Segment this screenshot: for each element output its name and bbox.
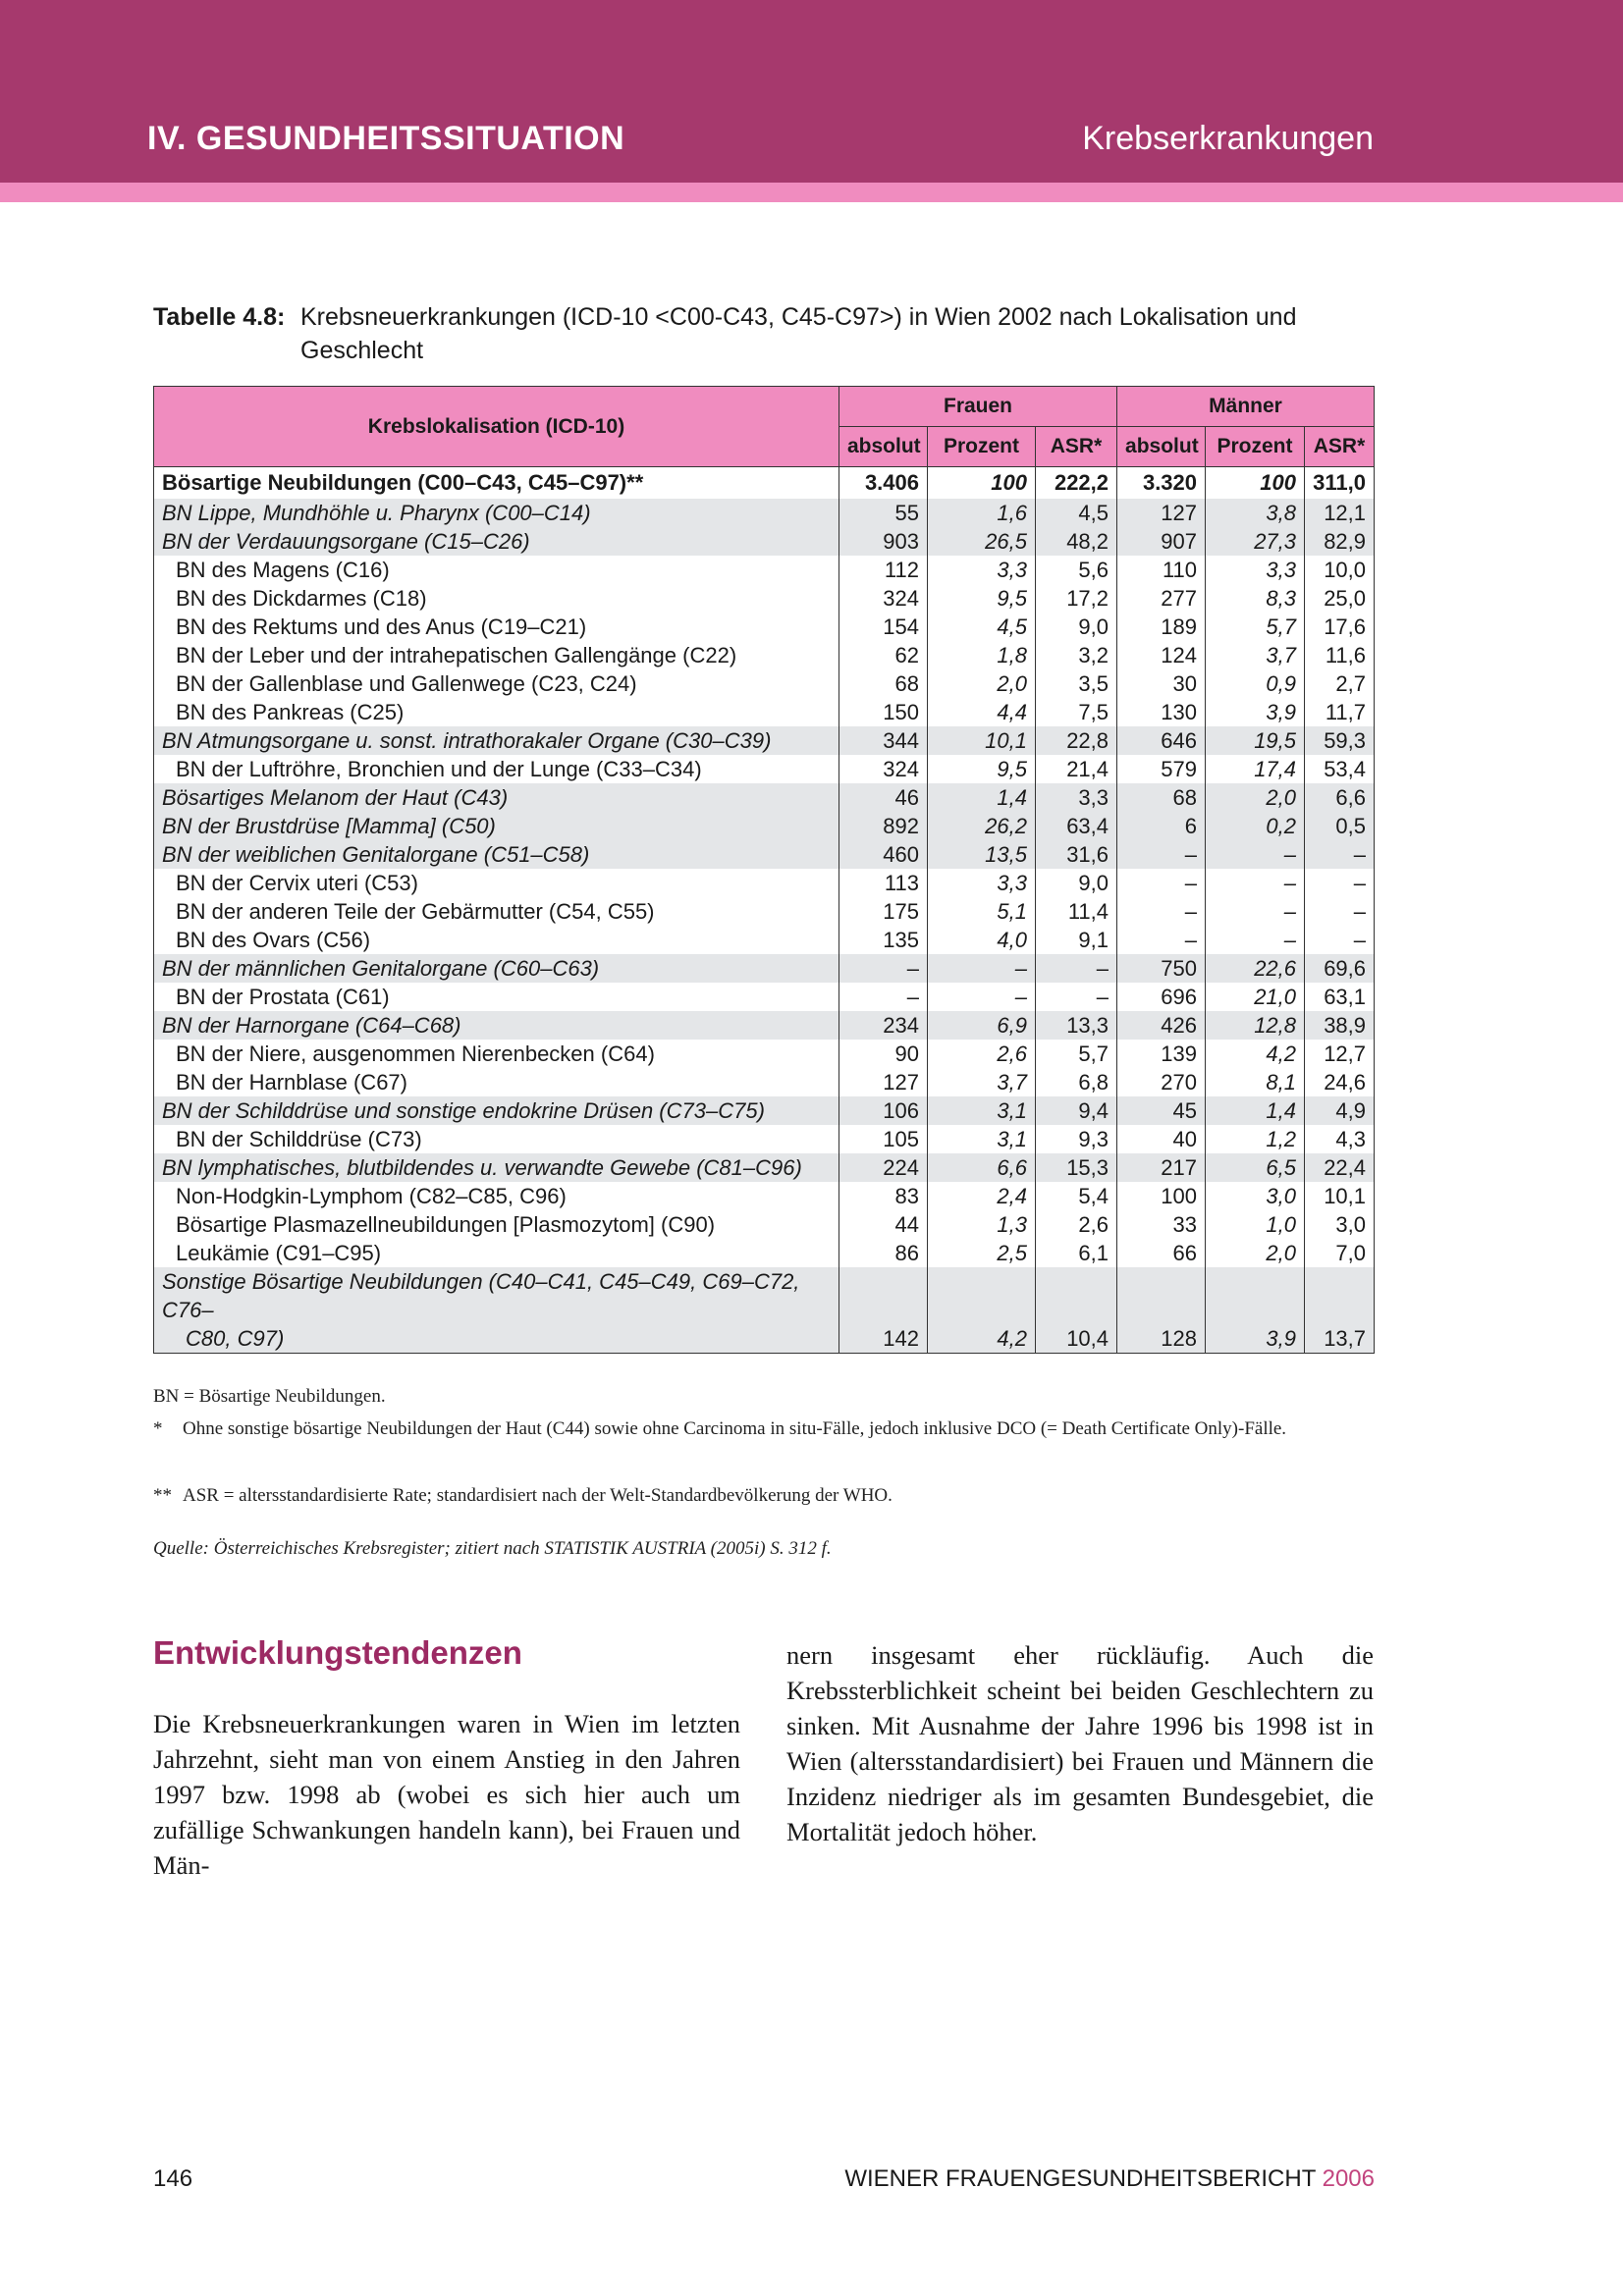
table-cell: 324 <box>839 755 928 783</box>
table-cell: 48,2 <box>1036 527 1117 556</box>
table-cell: 2,4 <box>928 1182 1036 1210</box>
table-cell: 128 <box>1117 1267 1206 1354</box>
table-cell: 189 <box>1117 613 1206 641</box>
row-label: BN Atmungsorgane u. sonst. intrathorakaler Organe (C30–C39) <box>154 726 839 755</box>
table-cell: 13,3 <box>1036 1011 1117 1040</box>
table-cell: 5,1 <box>928 897 1036 926</box>
row-label <box>154 1267 839 1354</box>
table-cell: 82,9 <box>1305 527 1375 556</box>
table-cell: 12,7 <box>1305 1040 1375 1068</box>
table-row <box>154 1239 1375 1267</box>
table-cell: 4,5 <box>1036 499 1117 527</box>
caption-text: Krebsneuerkrankungen (ICD-10 <C00-C43, C45-C97>) in Wien 2002 nach Lokalisation und Geschlecht <box>300 303 1297 364</box>
table-cell: 344 <box>839 726 928 755</box>
row-label-line2: C80, C97) <box>186 1326 285 1351</box>
table-cell: 3,8 <box>1206 499 1305 527</box>
table-cell: 15,3 <box>1036 1153 1117 1182</box>
table-cell: 3,5 <box>1036 669 1117 698</box>
table-cell: 3,0 <box>1305 1210 1375 1239</box>
table-cell: 26,5 <box>928 527 1036 556</box>
table-cell: 3.320 <box>1117 467 1206 500</box>
table-cell: 83 <box>839 1182 928 1210</box>
table-row <box>154 983 1375 1011</box>
row-label: Bösartiges Melanom der Haut (C43) <box>154 783 839 812</box>
table-cell: 3,7 <box>928 1068 1036 1096</box>
report-year: 2006 <box>1322 2165 1375 2192</box>
table-cell: – <box>1206 840 1305 869</box>
table-cell: 1,3 <box>928 1210 1036 1239</box>
table-cell: 426 <box>1117 1011 1206 1040</box>
table-cell: 5,7 <box>1206 613 1305 641</box>
table-cell: 903 <box>839 527 928 556</box>
table-row <box>154 698 1375 726</box>
table-cell: – <box>1036 983 1117 1011</box>
row-label: BN der Brustdrüse [Mamma] (C50) <box>154 812 839 840</box>
table-cell: 579 <box>1117 755 1206 783</box>
table-cell: 124 <box>1117 641 1206 669</box>
table-cell: 217 <box>1117 1153 1206 1182</box>
table-cell: 2,0 <box>928 669 1036 698</box>
table-cell: – <box>839 983 928 1011</box>
table-cell: 3,0 <box>1206 1182 1305 1210</box>
table-cell: – <box>928 954 1036 983</box>
table-cell: 106 <box>839 1096 928 1125</box>
table-cell: 110 <box>1117 556 1206 584</box>
subheader-4: Prozent <box>1206 427 1305 467</box>
table-cell: 3,3 <box>1036 783 1117 812</box>
table-cell: 3,1 <box>928 1096 1036 1125</box>
subheader-1: Prozent <box>928 427 1036 467</box>
table-cell: 135 <box>839 926 928 954</box>
table-cell: 9,0 <box>1036 869 1117 897</box>
table-cell: 311,0 <box>1305 467 1375 500</box>
table-cell: 9,0 <box>1036 613 1117 641</box>
table-cell: 11,7 <box>1305 698 1375 726</box>
table-cell: 270 <box>1117 1068 1206 1096</box>
table-cell: 12,1 <box>1305 499 1375 527</box>
table-cell: 5,7 <box>1036 1040 1117 1068</box>
table-row <box>154 556 1375 584</box>
table-cell: 11,6 <box>1305 641 1375 669</box>
table-cell: 460 <box>839 840 928 869</box>
chapter-title: IV. GESUNDHEITSSITUATION <box>147 120 625 157</box>
table-cell: 1,0 <box>1206 1210 1305 1239</box>
table-cell: 100 <box>1206 467 1305 500</box>
row-label: BN des Ovars (C56) <box>154 926 839 954</box>
table-cell: 69,6 <box>1305 954 1375 983</box>
table-cell: – <box>1036 954 1117 983</box>
table-cell: 142 <box>839 1267 928 1354</box>
table-cell: 53,4 <box>1305 755 1375 783</box>
table-row <box>154 527 1375 556</box>
table-cell: – <box>1305 869 1375 897</box>
table-cell: 10,1 <box>928 726 1036 755</box>
table-cell: 68 <box>1117 783 1206 812</box>
table-cell: 3,2 <box>1036 641 1117 669</box>
row-label: BN der Niere, ausgenommen Nierenbecken (C64) <box>154 1040 839 1068</box>
table-cell: 130 <box>1117 698 1206 726</box>
table-cell: 1,6 <box>928 499 1036 527</box>
table-row <box>154 1125 1375 1153</box>
table-cell: 10,4 <box>1036 1267 1117 1354</box>
table-row <box>154 1153 1375 1182</box>
table-cell: 5,6 <box>1036 556 1117 584</box>
table-cell: 5,4 <box>1036 1182 1117 1210</box>
table-cell: 0,2 <box>1206 812 1305 840</box>
table-cell: 6,6 <box>1305 783 1375 812</box>
table-cell: 1,4 <box>1206 1096 1305 1125</box>
row-label: BN Lippe, Mundhöhle u. Pharynx (C00–C14) <box>154 499 839 527</box>
table-cell: 44 <box>839 1210 928 1239</box>
table-cell: 139 <box>1117 1040 1206 1068</box>
table-cell: 38,9 <box>1305 1011 1375 1040</box>
table-row <box>154 812 1375 840</box>
section-heading: Entwicklungstendenzen <box>153 1634 522 1671</box>
report-title <box>844 2165 1375 2193</box>
table-row <box>154 783 1375 812</box>
table-cell: 6,6 <box>928 1153 1036 1182</box>
subheader-3: absolut <box>1117 427 1206 467</box>
table-row <box>154 1182 1375 1210</box>
table-cell: 696 <box>1117 983 1206 1011</box>
table-cell: 66 <box>1117 1239 1206 1267</box>
table-cell: 55 <box>839 499 928 527</box>
table-cell: 24,6 <box>1305 1068 1375 1096</box>
table-cell: 8,3 <box>1206 584 1305 613</box>
row-label: BN der männlichen Genitalorgane (C60–C63) <box>154 954 839 983</box>
table-cell: – <box>1206 897 1305 926</box>
row-label: BN des Pankreas (C25) <box>154 698 839 726</box>
table-cell: – <box>1206 926 1305 954</box>
table-cell: 10,0 <box>1305 556 1375 584</box>
table-cell: 6,9 <box>928 1011 1036 1040</box>
table-cell: 4,2 <box>928 1267 1036 1354</box>
header-men: Männer <box>1117 387 1375 427</box>
table-row <box>154 499 1375 527</box>
table-cell: 46 <box>839 783 928 812</box>
table-cell: – <box>1305 840 1375 869</box>
table-cell: 646 <box>1117 726 1206 755</box>
table-row <box>154 1040 1375 1068</box>
subheader-5: ASR* <box>1305 427 1375 467</box>
table-cell: 6 <box>1117 812 1206 840</box>
header-localisation: Krebslokalisation (ICD-10) <box>154 387 839 467</box>
table-cell: 26,2 <box>928 812 1036 840</box>
table-cell: 21,0 <box>1206 983 1305 1011</box>
table-cell: 3,9 <box>1206 698 1305 726</box>
table-cell: 45 <box>1117 1096 1206 1125</box>
table-cell: – <box>1117 897 1206 926</box>
table-cell: 127 <box>839 1068 928 1096</box>
table-cell: 40 <box>1117 1125 1206 1153</box>
table-cell: 324 <box>839 584 928 613</box>
header-women: Frauen <box>839 387 1117 427</box>
table-cell: 2,0 <box>1206 1239 1305 1267</box>
table-cell: 3,1 <box>928 1125 1036 1153</box>
caption-label: Tabelle 4.8: <box>153 303 286 331</box>
table-cell: 9,3 <box>1036 1125 1117 1153</box>
report-name: WIENER FRAUENGESUNDHEITSBERICHT <box>844 2165 1316 2192</box>
table-cell: 3,3 <box>928 869 1036 897</box>
table-cell: 907 <box>1117 527 1206 556</box>
table-cell: 90 <box>839 1040 928 1068</box>
table-row <box>154 1210 1375 1239</box>
table-cell: 222,2 <box>1036 467 1117 500</box>
row-label: BN der Cervix uteri (C53) <box>154 869 839 897</box>
footnote-bn-text: BN = Bösartige Neubildungen. <box>153 1386 386 1407</box>
table-cell: 4,2 <box>1206 1040 1305 1068</box>
table-cell: – <box>928 983 1036 1011</box>
table-cell: 9,5 <box>928 755 1036 783</box>
table-cell: 154 <box>839 613 928 641</box>
table-cell: 112 <box>839 556 928 584</box>
table-cell: 30 <box>1117 669 1206 698</box>
table-cell: 63,1 <box>1305 983 1375 1011</box>
table-row <box>154 584 1375 613</box>
table-cell: 3.406 <box>839 467 928 500</box>
table-cell: 234 <box>839 1011 928 1040</box>
table-cell: – <box>1305 897 1375 926</box>
table-cell: 100 <box>1117 1182 1206 1210</box>
table-row <box>154 926 1375 954</box>
row-label: BN der Schilddrüse (C73) <box>154 1125 839 1153</box>
table-cell: 22,8 <box>1036 726 1117 755</box>
table-cell: 8,1 <box>1206 1068 1305 1096</box>
table-cell: – <box>1117 869 1206 897</box>
table-cell: 0,9 <box>1206 669 1305 698</box>
footnote-star-mark: * <box>153 1418 163 1439</box>
table-row <box>154 840 1375 869</box>
table-cell: 3,7 <box>1206 641 1305 669</box>
table-cell: 113 <box>839 869 928 897</box>
table-cell: 127 <box>1117 499 1206 527</box>
table-cell: 6,5 <box>1206 1153 1305 1182</box>
table-cell: 62 <box>839 641 928 669</box>
row-label: BN der Gallenblase und Gallenwege (C23, C24) <box>154 669 839 698</box>
table-cell: 2,5 <box>928 1239 1036 1267</box>
body-text-left: Die Krebsneuerkrankungen waren in Wien im letzten Jahrzehnt, sieht man von einem Anstieg in den Jahren 1997 bzw. 1998 ab (wobei es sich hier auch um zufällige Schwankungen handeln kann), bei Frauen und Män- <box>153 1709 740 1880</box>
row-label: BN der Harnblase (C67) <box>154 1068 839 1096</box>
table-cell: 17,2 <box>1036 584 1117 613</box>
table-cell: 17,4 <box>1206 755 1305 783</box>
table-row <box>154 613 1375 641</box>
table-cell: 68 <box>839 669 928 698</box>
table-cell: 9,4 <box>1036 1096 1117 1125</box>
table-cell: 2,7 <box>1305 669 1375 698</box>
table-cell: 750 <box>1117 954 1206 983</box>
table-cell: – <box>1206 869 1305 897</box>
table-cell: 25,0 <box>1305 584 1375 613</box>
table-cell: 9,1 <box>1036 926 1117 954</box>
table-cell: 3,9 <box>1206 1267 1305 1354</box>
cancer-incidence-table <box>153 386 1375 1354</box>
table-cell: 2,0 <box>1206 783 1305 812</box>
table-cell: 2,6 <box>928 1040 1036 1068</box>
table-cell: 1,4 <box>928 783 1036 812</box>
row-label: Bösartige Neubildungen (C00–C43, C45–C97)** <box>154 467 839 500</box>
table-cell: 2,6 <box>1036 1210 1117 1239</box>
table-cell: 59,3 <box>1305 726 1375 755</box>
row-label: BN der Leber und der intrahepatischen Gallengänge (C22) <box>154 641 839 669</box>
table-row-total <box>154 467 1375 500</box>
row-label: BN der Schilddrüse und sonstige endokrine Drüsen (C73–C75) <box>154 1096 839 1125</box>
row-label: BN der Luftröhre, Bronchien und der Lunge (C33–C34) <box>154 755 839 783</box>
row-label: BN des Magens (C16) <box>154 556 839 584</box>
table-cell: 9,5 <box>928 584 1036 613</box>
row-label: Bösartige Plasmazellneubildungen [Plasmozytom] (C90) <box>154 1210 839 1239</box>
table-row <box>154 954 1375 983</box>
row-label: BN der weiblichen Genitalorgane (C51–C58) <box>154 840 839 869</box>
topic-title: Krebserkrankungen <box>1082 120 1374 157</box>
table-cell: 22,4 <box>1305 1153 1375 1182</box>
row-label: BN des Dickdarmes (C18) <box>154 584 839 613</box>
row-label: BN des Rektums und des Anus (C19–C21) <box>154 613 839 641</box>
row-label-line1: Sonstige Bösartige Neubildungen (C40–C41, C45–C49, C69–C72, C76– <box>162 1269 800 1322</box>
page-number: 146 <box>153 2165 193 2192</box>
table-cell: 6,1 <box>1036 1239 1117 1267</box>
table-cell: 224 <box>839 1153 928 1182</box>
table-cell: 175 <box>839 897 928 926</box>
table-cell: 4,5 <box>928 613 1036 641</box>
table-cell: – <box>839 954 928 983</box>
table-cell: 150 <box>839 698 928 726</box>
table-cell: 892 <box>839 812 928 840</box>
table-cell: 277 <box>1117 584 1206 613</box>
table-cell: – <box>1305 926 1375 954</box>
row-label: BN der Harnorgane (C64–C68) <box>154 1011 839 1040</box>
table-row <box>154 641 1375 669</box>
table-cell: 7,5 <box>1036 698 1117 726</box>
footnote-star-text: Ohne sonstige bösartige Neubildungen der Haut (C44) sowie ohne Carcinoma in situ-Fälle, jedoch inklusive DCO (= Death Certificate Only)-Fälle. <box>183 1418 1287 1439</box>
table-cell: 10,1 <box>1305 1182 1375 1210</box>
table-cell: 21,4 <box>1036 755 1117 783</box>
table-row <box>154 869 1375 897</box>
table-row <box>154 1068 1375 1096</box>
table-cell: 13,7 <box>1305 1267 1375 1354</box>
row-label: Non-Hodgkin-Lymphom (C82–C85, C96) <box>154 1182 839 1210</box>
table-cell: 63,4 <box>1036 812 1117 840</box>
row-label: BN der anderen Teile der Gebärmutter (C54, C55) <box>154 897 839 926</box>
table-cell: 1,8 <box>928 641 1036 669</box>
table-cell: 3,3 <box>928 556 1036 584</box>
row-label: BN der Verdauungsorgane (C15–C26) <box>154 527 839 556</box>
row-label: BN lymphatisches, blutbildendes u. verwandte Gewebe (C81–C96) <box>154 1153 839 1182</box>
table-cell: 1,2 <box>1206 1125 1305 1153</box>
table-cell: 7,0 <box>1305 1239 1375 1267</box>
table-cell: 100 <box>928 467 1036 500</box>
source-note: Quelle: Österreichisches Krebsregister; zitiert nach STATISTIK AUSTRIA (2005i) S. 312 f. <box>153 1538 832 1559</box>
table-row <box>154 897 1375 926</box>
table-cell: 105 <box>839 1125 928 1153</box>
table-cell: 17,6 <box>1305 613 1375 641</box>
table-cell: 13,5 <box>928 840 1036 869</box>
table-cell: 12,8 <box>1206 1011 1305 1040</box>
table-cell: 4,0 <box>928 926 1036 954</box>
table-cell: 3,3 <box>1206 556 1305 584</box>
table-cell: 4,3 <box>1305 1125 1375 1153</box>
footnote-bn <box>153 1384 386 1409</box>
table-cell: 6,8 <box>1036 1068 1117 1096</box>
header-stripe <box>0 183 1623 202</box>
table-row <box>154 726 1375 755</box>
footnote-dstar-text: ASR = altersstandardisierte Rate; standardisiert nach der Welt-Standardbevölkerung der WHO. <box>183 1485 893 1506</box>
table-row <box>154 755 1375 783</box>
table-cell: 0,5 <box>1305 812 1375 840</box>
table-cell: 27,3 <box>1206 527 1305 556</box>
table-cell: 4,4 <box>928 698 1036 726</box>
table-cell: 31,6 <box>1036 840 1117 869</box>
subheader-0: absolut <box>839 427 928 467</box>
table-cell: 11,4 <box>1036 897 1117 926</box>
table-cell: – <box>1117 840 1206 869</box>
table-row <box>154 1011 1375 1040</box>
table-cell: 22,6 <box>1206 954 1305 983</box>
table-cell: 4,9 <box>1305 1096 1375 1125</box>
table-cell: 33 <box>1117 1210 1206 1239</box>
table-row <box>154 1096 1375 1125</box>
row-label: BN der Prostata (C61) <box>154 983 839 1011</box>
table-row <box>154 669 1375 698</box>
subheader-2: ASR* <box>1036 427 1117 467</box>
row-label: Leukämie (C91–C95) <box>154 1239 839 1267</box>
body-text-right: nern insgesamt eher rückläufig. Auch die Krebssterblichkeit scheint bei beiden Geschlechtern zu sinken. Mit Ausnahme der Jahre 1996 bis 1998 ist in Wien (altersstandardisiert) bei Frauen und Männern die Inzidenz niedriger als im gesamten Bundesgebiet, die Mortalität jedoch höher. <box>786 1640 1374 1846</box>
footnote-dstar-mark: ** <box>153 1485 172 1506</box>
table-cell: 19,5 <box>1206 726 1305 755</box>
table-cell: – <box>1117 926 1206 954</box>
table-row-other <box>154 1267 1375 1354</box>
table-cell: 86 <box>839 1239 928 1267</box>
